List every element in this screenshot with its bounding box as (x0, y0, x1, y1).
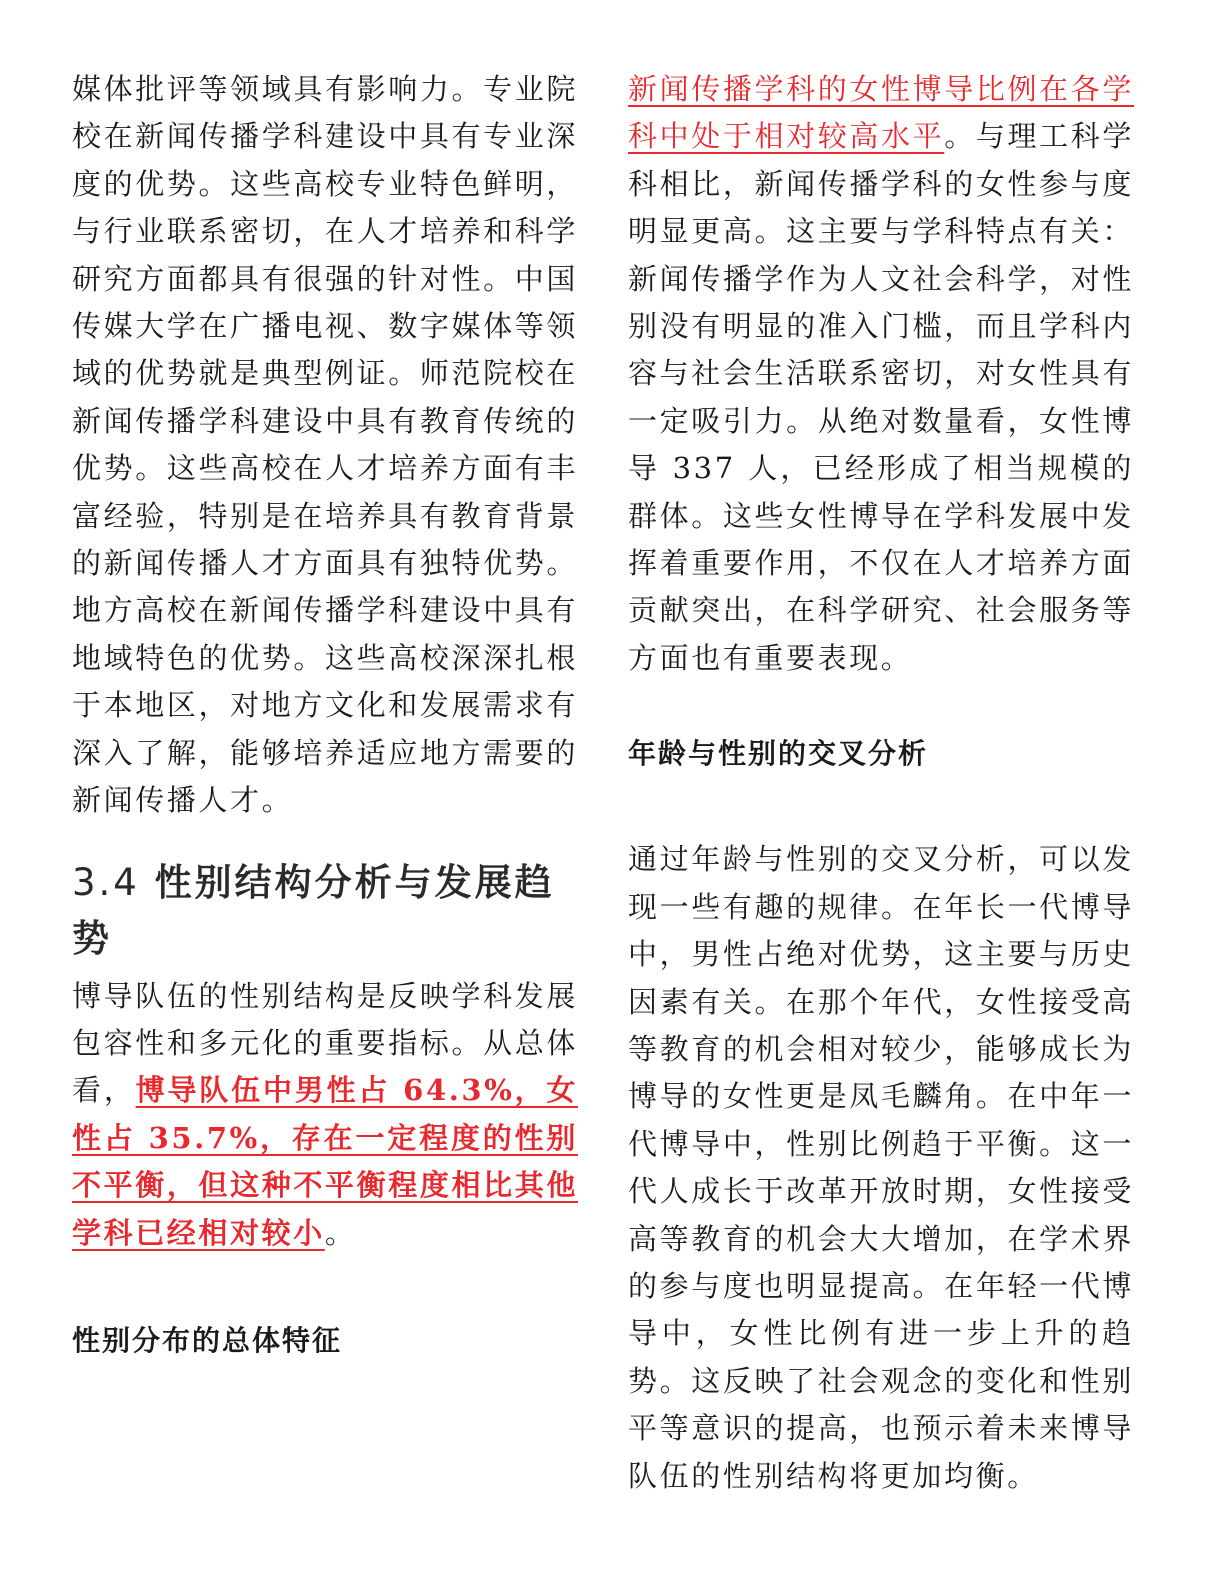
section-heading (72, 855, 578, 967)
left-paragraph-1: 媒体批评等领域具有影响力。专业院校在新闻传播学科建设中具有专业深度的优势。这些高校专业特色鲜明，与行业联系密切，在人才培养和科学研究方面都具有很强的针对性。中国传媒大学在广播电视、数字媒体等领域的优势就是典型例证。师范院校在新闻传播学科建设中具有教育传统的优势。这些高校在人才培养方面有丰富经验，特别是在培养具有教育背景的新闻传播人才方面具有独特优势。地方高校在新闻传播学科建设中具有地域特色的优势。这些高校深深扎根于本地区，对地方文化和发展需求有深入了解，能够培养适应地方需要的新闻传播人才。 (72, 72, 578, 818)
paragraph-rest-text: 。与理工科学科相比，新闻传播学科的女性参与度明显更高。这主要与学科特点有关：新闻传播学作为人文社会科学，对性别没有明显的准入门槛，而且学科内容与社会生活联系密切，对女性具有一定吸引力。从绝对数量看，女性博导 337 人，已经形成了相当规模的群体。这些女性博导在学科发展中发挥着重要作用，不仅在人才培养方面贡献突出，在科学研究、社会服务等方面也有重要表现。 (628, 119, 1134, 675)
highlighted-statistic: 博导队伍中男性占 64.3%，女性占 35.7%，存在一定程度的性别不平衡，但这种不平衡程度相比其他学科已经相对较小 (72, 1073, 578, 1250)
paragraph-lead-text: 博导队伍的性别结构是反映学科发展包容性和多元化的重要指标。从总体看， (72, 978, 578, 1108)
left-paragraph-2 (72, 973, 578, 1257)
left-column (72, 66, 578, 1361)
section-number: 3.4 (72, 860, 140, 904)
highlighted-sentence: 新闻传播学科的女性博导比例在各学科中处于相对较高水平 (628, 72, 1134, 154)
right-column (628, 66, 1134, 1500)
right-paragraph-2: 通过年龄与性别的交叉分析，可以发现一些有趣的规律。在年长一代博导中，男性占绝对优势，这主要与历史因素有关。在那个年代，女性接受高等教育的机会相对较少，能够成长为博导的女性更是凤毛麟角。在中年一代博导中，性别比例趋于平衡。这一代人成长于改革开放时期，女性接受高等教育的机会大大增加，在学术界的参与度也明显提高。在年轻一代博导中，女性比例有进一步上升的趋势。这反映了社会观念的变化和性别平等意识的提高，也预示着未来博导队伍的性别结构将更加均衡。 (628, 842, 1134, 1493)
paragraph-tail-text: 。 (324, 1215, 357, 1250)
subheading-gender-distribution: 性别分布的总体特征 (72, 1323, 343, 1357)
right-paragraph-1 (628, 66, 1134, 682)
subheading-age-gender: 年龄与性别的交叉分析 (628, 737, 929, 771)
section-title: 性别结构分析与发展趋势 (72, 860, 555, 960)
